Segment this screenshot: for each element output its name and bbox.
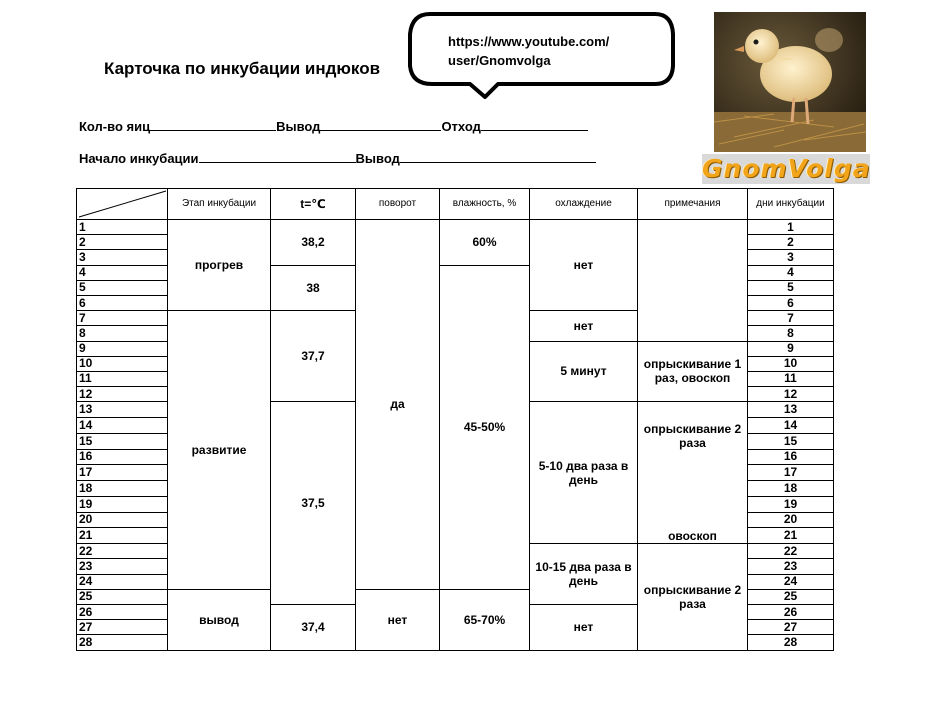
channel-link[interactable]	[448, 32, 609, 70]
row-number: 19	[77, 496, 168, 512]
notes-empty	[638, 220, 748, 342]
start-hatch-line	[79, 149, 596, 166]
humidity-45-50: 45-50%	[440, 265, 530, 589]
row-number: 23	[77, 559, 168, 574]
stage-hatching: вывод	[168, 589, 271, 650]
waste-field[interactable]	[481, 117, 588, 131]
row-number: 24	[77, 574, 168, 589]
day-number: 27	[748, 620, 834, 635]
eggs-hatch-waste-line	[79, 117, 588, 134]
header-cooling: охлаждение	[530, 189, 638, 220]
row-number: 2	[77, 235, 168, 250]
row-number: 11	[77, 371, 168, 386]
day-number: 5	[748, 280, 834, 295]
notes-spray-twice: опрыскивание 2 раза	[643, 422, 742, 451]
day-number: 4	[748, 265, 834, 280]
row-number: 14	[77, 418, 168, 434]
turning-no: нет	[356, 589, 440, 650]
day-number: 2	[748, 235, 834, 250]
cooling-none-3: нет	[530, 605, 638, 651]
day-number: 3	[748, 250, 834, 265]
row-number: 25	[77, 589, 168, 604]
day-number: 10	[748, 356, 834, 371]
corner-cell	[77, 189, 168, 220]
humidity-60: 60%	[440, 220, 530, 266]
day-number: 8	[748, 326, 834, 341]
eggs-count-field[interactable]	[150, 117, 276, 131]
hatch-field[interactable]	[320, 117, 441, 131]
start-field[interactable]	[199, 149, 356, 163]
row-number: 5	[77, 280, 168, 295]
day-number: 19	[748, 496, 834, 512]
row-number: 15	[77, 433, 168, 449]
hatch2-label: Вывод	[355, 151, 400, 166]
cooling-5-min: 5 минут	[530, 341, 638, 402]
eggs-count-label: Кол-во яиц	[79, 119, 151, 134]
day-number: 28	[748, 635, 834, 650]
header-stage: Этап инкубации	[168, 189, 271, 220]
row-number: 4	[77, 265, 168, 280]
row-number: 9	[77, 341, 168, 356]
row-number: 7	[77, 311, 168, 326]
day-number: 24	[748, 574, 834, 589]
logo-text: GnomVolga	[702, 154, 871, 183]
notes-spray-once-candling: опрыскивание 1 раз, овоскоп	[638, 341, 748, 402]
day-number: 16	[748, 449, 834, 465]
notes-spray-twice-2: опрыскивание 2 раза	[638, 544, 748, 650]
day-number: 25	[748, 589, 834, 604]
day-number: 9	[748, 341, 834, 356]
row-number: 13	[77, 402, 168, 418]
turkey-chick-photo	[714, 12, 866, 152]
stage-development: развитие	[168, 311, 271, 590]
day-number: 14	[748, 418, 834, 434]
stage-warmup: прогрев	[168, 220, 271, 311]
cooling-10-15-twice: 10-15 два раза в день	[530, 544, 638, 605]
humidity-65-70: 65-70%	[440, 589, 530, 650]
day-number: 15	[748, 433, 834, 449]
row-number: 26	[77, 605, 168, 620]
row-number: 27	[77, 620, 168, 635]
day-number: 11	[748, 371, 834, 386]
header-notes: примечания	[638, 189, 748, 220]
hatch2-field[interactable]	[400, 149, 596, 163]
row-number: 8	[77, 326, 168, 341]
hatch-label: Вывод	[276, 119, 321, 134]
day-number: 26	[748, 605, 834, 620]
notes-spray-twice-candling	[638, 402, 748, 544]
day-number: 22	[748, 544, 834, 559]
row-number: 18	[77, 481, 168, 497]
row-number: 1	[77, 220, 168, 235]
day-number: 20	[748, 512, 834, 528]
row-number: 17	[77, 465, 168, 481]
header-humidity: влажность, %	[440, 189, 530, 220]
waste-label: Отход	[441, 119, 481, 134]
day-number: 21	[748, 528, 834, 544]
day-number: 7	[748, 311, 834, 326]
day-number: 17	[748, 465, 834, 481]
row-number: 3	[77, 250, 168, 265]
day-number: 6	[748, 295, 834, 310]
start-label: Начало инкубации	[79, 151, 199, 166]
row-number: 12	[77, 387, 168, 402]
header-days: дни инкубации	[748, 189, 834, 220]
temp-38: 38	[271, 265, 356, 311]
turning-yes: да	[356, 220, 440, 590]
incubation-table	[76, 188, 834, 651]
day-number: 18	[748, 481, 834, 497]
row-number: 28	[77, 635, 168, 650]
channel-link-line-2: user/Gnomvolga	[448, 53, 551, 68]
channel-link-line-1: https://www.youtube.com/	[448, 34, 610, 49]
temp-38-2: 38,2	[271, 220, 356, 266]
cooling-none-1: нет	[530, 220, 638, 311]
header-temp: t=℃	[271, 189, 356, 220]
day-number: 1	[748, 220, 834, 235]
row-number: 21	[77, 528, 168, 544]
temp-37-5: 37,5	[271, 402, 356, 605]
row-number: 22	[77, 544, 168, 559]
day-number: 12	[748, 387, 834, 402]
gnomvolga-logo	[702, 154, 870, 184]
diagonal-line-icon	[77, 189, 168, 219]
row-number: 16	[77, 449, 168, 465]
row-number: 6	[77, 295, 168, 310]
page-title: Карточка по инкубации индюков	[104, 59, 381, 78]
cooling-none-2: нет	[530, 311, 638, 341]
cooling-5-10-twice: 5-10 два раза в день	[530, 402, 638, 544]
header-turn: поворот	[356, 189, 440, 220]
day-number: 13	[748, 402, 834, 418]
temp-37-4: 37,4	[271, 605, 356, 651]
row-number: 10	[77, 356, 168, 371]
day-number: 23	[748, 559, 834, 574]
temp-37-7: 37,7	[271, 311, 356, 402]
notes-candling: овоскоп	[668, 529, 717, 544]
row-number: 20	[77, 512, 168, 528]
